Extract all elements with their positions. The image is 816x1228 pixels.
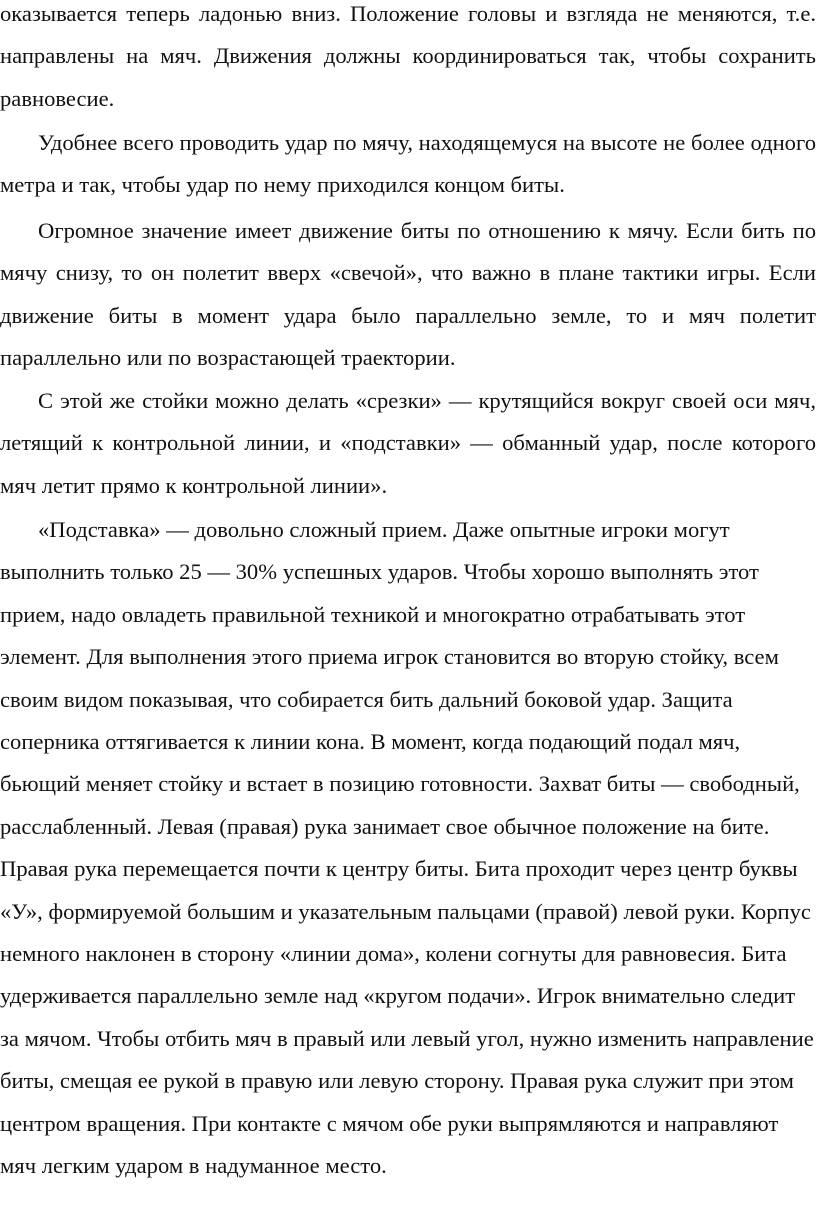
- paragraph-4: С этой же стойки можно делать «срезки» — крутящийся вокруг своей оси мяч, летящий к контрольной линии, и «подставки» — обманный удар, после которого мяч летит прямо к контрольной линии».: [0, 388, 816, 498]
- paragraph-1: оказывается теперь ладонью вниз. Положение головы и взгляда не меняются, т.е. направлены на мяч. Движения должны координироваться так, чтобы сохранить равновесие.: [0, 1, 816, 111]
- paragraph-2: Удобнее всего проводить удар по мячу, находящемуся на высоте не более одного метра и так, чтобы удар по нему приходился концом биты.: [0, 130, 816, 198]
- paragraph-3: Огромное значение имеет движение биты по отношению к мячу. Если бить по мячу снизу, то он полетит вверх «свечой», что важно в плане тактики игры. Если движение биты в момент удара было параллельно земле, то и мяч полетит параллельно или по возрастающей траектории.: [0, 218, 816, 371]
- paragraph-5: «Подставка» — довольно сложный прием. Даже опытные игроки могут выполнить только 25 — 30% успешных ударов. Чтобы хорошо выполнять этот прием, надо овладеть правильной техникой и многократно отрабатывать этот элемент. Для выполнения этого приема игрок становится во вторую стойку, всем своим видом показывая, что собирается бить дальний боковой удар. Защита соперника оттягивается к линии кона. В момент, когда подающий подал мяч, бьющий меняет стойку и встает в позицию готовности. Захват биты — свободный, расслабленный. Левая (правая) рука занимает свое обычное положение на бите. Правая рука перемещается почти к центру биты. Бита проходит через центр буквы «У», формируемой большим и указательным пальцами (правой) левой руки. Корпус немного наклонен в сторону «линии дома», колени согнуты для равновесия. Бита удерживается параллельно земле над «кругом подачи». Игрок внимательно следит за мячом. Чтобы отбить мяч в правый или левый угол, нужно изменить направление биты, смещая ее рукой в правую или левую сторону. Правая рука служит при этом центром вращения. При контакте с мячом обе руки выпрямляются и направляют мяч легким ударом в надуманное место.: [0, 517, 814, 1179]
